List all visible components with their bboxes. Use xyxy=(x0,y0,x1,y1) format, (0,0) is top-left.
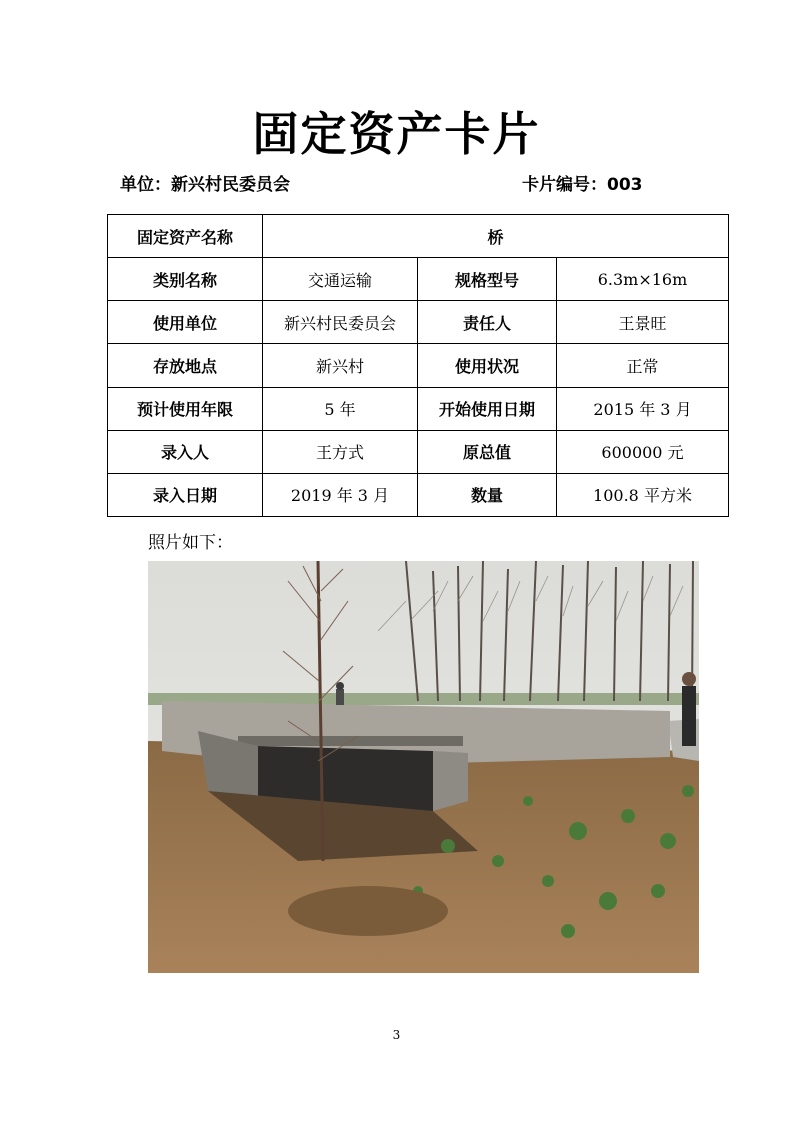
table-cell-value: 5 年 xyxy=(263,387,418,430)
table-cell-label: 类别名称 xyxy=(108,258,263,301)
table-cell-value: 2019 年 3 月 xyxy=(263,473,418,516)
table-cell-value: 600000 元 xyxy=(557,430,729,473)
table-cell-label: 存放地点 xyxy=(108,344,263,387)
asset-name-value: 桥 xyxy=(263,215,729,258)
table-row xyxy=(108,344,729,387)
photo-caption: 照片如下： xyxy=(148,533,233,553)
table-row xyxy=(108,301,729,344)
table-cell-value: 正常 xyxy=(557,344,729,387)
table-row xyxy=(108,258,729,301)
table-cell-label: 预计使用年限 xyxy=(108,387,263,430)
table-cell-value: 王景旺 xyxy=(557,301,729,344)
table-cell-label: 开始使用日期 xyxy=(418,387,557,430)
page-title: 固定资产卡片 xyxy=(252,107,541,161)
table-cell-value: 新兴村 xyxy=(263,344,418,387)
table-cell-label: 录入人 xyxy=(108,430,263,473)
card-number-label: 卡片编号：003 xyxy=(522,175,643,195)
table-row xyxy=(108,473,729,516)
table-cell-label: 数量 xyxy=(418,473,557,516)
table-cell-label: 责任人 xyxy=(418,301,557,344)
table-cell-value: 王方式 xyxy=(263,430,418,473)
table-cell-label: 使用状况 xyxy=(418,344,557,387)
asset-name-label: 固定资产名称 xyxy=(108,215,263,258)
table-cell-label: 录入日期 xyxy=(108,473,263,516)
table-cell-value: 新兴村民委员会 xyxy=(263,301,418,344)
table-row xyxy=(108,387,729,430)
unit-label: 单位：新兴村民委员会 xyxy=(120,175,290,195)
table-cell-label: 规格型号 xyxy=(418,258,557,301)
table-cell-value: 2015 年 3 月 xyxy=(557,387,729,430)
table-cell-value: 6.3m×16m xyxy=(557,258,729,301)
table-cell-label: 使用单位 xyxy=(108,301,263,344)
bridge-photo xyxy=(148,561,699,973)
table-row xyxy=(108,215,729,258)
table-row xyxy=(108,430,729,473)
table-cell-value: 100.8 平方米 xyxy=(557,473,729,516)
table-cell-value: 交通运输 xyxy=(263,258,418,301)
page-number: 3 xyxy=(392,1028,401,1042)
asset-card-table xyxy=(107,214,729,517)
table-cell-label: 原总值 xyxy=(418,430,557,473)
